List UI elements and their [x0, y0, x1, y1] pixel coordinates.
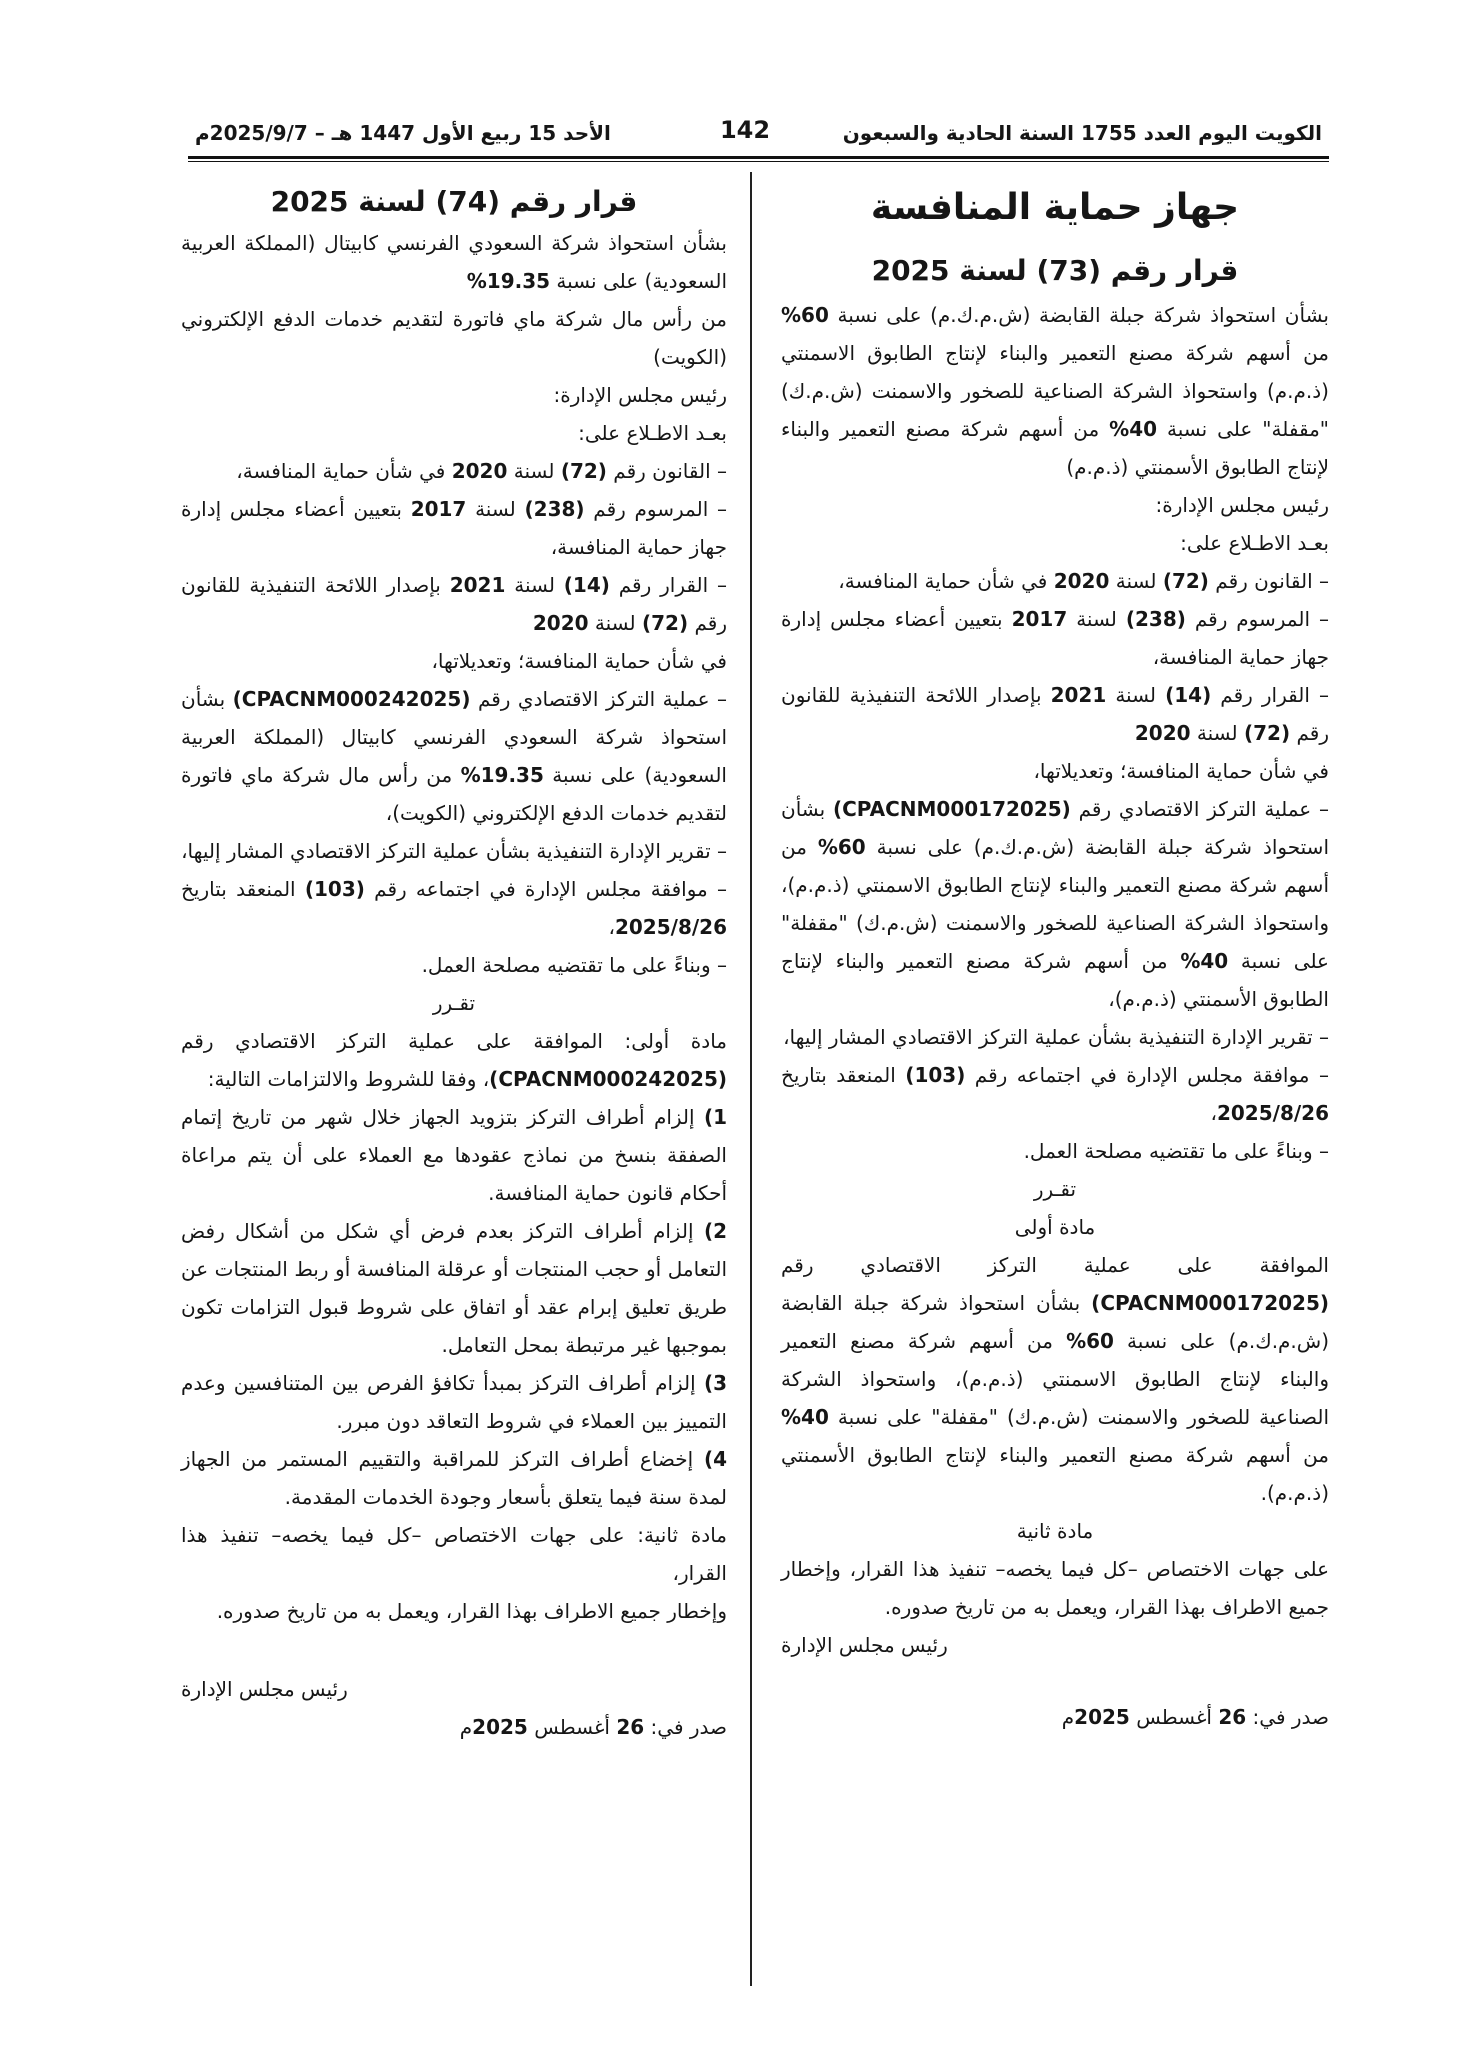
- condition-item: 3) إلزام أطراف التركز بمبدأ تكافؤ الفرص بين المتنافسين وعدم التمييز بين العملاء في شروط التعاقد دون مبرر.: [181, 1371, 727, 1433]
- reference-item: – تقرير الإدارة التنفيذية بشأن عملية التركز الاقتصادي المشار إليها،: [181, 839, 727, 863]
- reference-item: – القانون رقم (72) لسنة 2020 في شأن حماية المنافسة،: [236, 459, 727, 483]
- reference-item: – عملية التركز الاقتصادي رقم (CPACNM000172025) بشأن استحواذ شركة جبلة القابضة (ش.م.ك.م) على نسبة 60% من أسهم شركة مصنع التعمير والبناء لإنتاج الطابوق الاسمنتي (ذ.م.م)، واستحواذ الشركة الصناعية للصخور والاسمنت (ش.م.ك) "مقفلة" على نسبة 40% من أسهم شركة مصنع التعمير والبناء لإنتاج الطابوق الأسمنتي (ذ.م.م)،: [781, 797, 1329, 1011]
- column-divider: [750, 172, 752, 1986]
- reference-item: – القرار رقم (14) لسنة 2021 بإصدار اللائحة التنفيذية للقانون رقم (72) لسنة 2020: [181, 573, 727, 635]
- decision-74-column: [181, 180, 727, 1746]
- decides-heading: تقـرر: [1033, 1177, 1077, 1201]
- decision-74-subject-continued: من رأس مال شركة ماي فاتورة لتقديم خدمات الدفع الإلكتروني (الكويت): [181, 307, 727, 369]
- chairman-label: رئيس مجلس الإدارة:: [553, 383, 727, 407]
- article-2-text: على جهات الاختصاص –كل فيما يخصه– تنفيذ هذا القرار، وإخطار جميع الاطراف بهذا القرار، ويعمل به من تاريخ صدوره.: [781, 1557, 1329, 1619]
- article-2-heading: مادة ثانية: [1016, 1519, 1094, 1543]
- condition-item: 2) إلزام أطراف التركز بعدم فرض أي شكل من أشكال رفض التعامل أو حجب المنتجات أو عرقلة المنافسة أو ربط المنتجات عن طريق تعليق إبرام عقد أو اتفاق على شروط قبول التزامات تكون بموجبها غير مرتبطة بمحل التعامل.: [181, 1219, 727, 1357]
- reference-item: – وبناءً على ما تقتضيه مصلحة العمل.: [421, 953, 727, 977]
- reference-item: – عملية التركز الاقتصادي رقم (CPACNM000242025) بشأن استحواذ شركة السعودي الفرنسي كابيتال (المملكة العربية السعودية) على نسبة 19.35% من رأس مال شركة ماي فاتورة لتقديم خدمات الدفع الإلكتروني (الكويت)،: [181, 687, 728, 825]
- reference-item: في شأن حماية المنافسة؛ وتعديلاتها،: [431, 649, 727, 673]
- reference-item: – موافقة مجلس الإدارة في اجتماعه رقم (103) المنعقد بتاريخ 2025/8/26،: [781, 1063, 1329, 1125]
- header-rule: [188, 156, 1329, 162]
- agency-title: جهاز حماية المنافسة: [870, 187, 1240, 228]
- article-1-text: مادة أولى: الموافقة على عملية التركز الاقتصادي رقم (CPACNM000242025)، وفقا للشروط والالتزامات التالية:: [181, 1029, 727, 1091]
- decision-74-subject: بشأن استحواذ شركة السعودي الفرنسي كابيتال (المملكة العربية السعودية) على نسبة 19.35%: [181, 231, 727, 293]
- decides-heading: تقـرر: [432, 991, 476, 1015]
- article-2-text-continued: وإخطار جميع الاطراف بهذا القرار، ويعمل به من تاريخ صدوره.: [216, 1599, 727, 1623]
- condition-item: 1) إلزام أطراف التركز بتزويد الجهاز خلال شهر من تاريخ إتمام الصفقة بنسخ من نماذج عقودها مع العملاء على أن يتم مراعاة أحكام قانون حماية المنافسة.: [181, 1105, 727, 1205]
- decision-73-title: قرار رقم (73) لسنة 2025: [871, 254, 1239, 287]
- decision-74-title: قرار رقم (74) لسنة 2025: [270, 185, 638, 218]
- decision-73-column: [781, 180, 1329, 1736]
- chairman-label: رئيس مجلس الإدارة:: [1155, 493, 1329, 517]
- preamble-label: بعـد الاطـلاع على:: [578, 421, 727, 445]
- signature-title: رئيس مجلس الإدارة: [181, 1677, 348, 1701]
- preamble-label: بعـد الاطـلاع على:: [1180, 531, 1329, 555]
- reference-item: – موافقة مجلس الإدارة في اجتماعه رقم (103) المنعقد بتاريخ 2025/8/26،: [181, 877, 727, 939]
- reference-item: – المرسوم رقم (238) لسنة 2017 بتعيين أعضاء مجلس إدارة جهاز حماية المنافسة،: [781, 607, 1329, 669]
- article-1-text: الموافقة على عملية التركز الاقتصادي رقم (CPACNM000172025) بشأن استحواذ شركة جبلة القابضة (ش.م.ك.م) على نسبة 60% من أسهم شركة مصنع التعمير والبناء لإنتاج الطابوق الاسمنتي (ذ.م.م)، واستحواذ الشركة الصناعية للصخور والاسمنت (ش.م.ك) "مقفلة" على نسبة 40% من أسهم شركة مصنع التعمير والبناء لإنتاج الطابوق الأسمنتي (ذ.م.م).: [781, 1253, 1330, 1505]
- reference-item: – القانون رقم (72) لسنة 2020 في شأن حماية المنافسة،: [838, 569, 1329, 593]
- header-date: الأحد 15 ربيع الأول 1447 هـ – 2025/9/7م: [195, 121, 611, 145]
- condition-item: 4) إخضاع أطراف التركز للمراقبة والتقييم المستمر من الجهاز لمدة سنة فيما يتعلق بأسعار وجودة الخدمات المقدمة.: [181, 1447, 727, 1509]
- decision-73-subject: بشأن استحواذ شركة جبلة القابضة (ش.م.ك.م) على نسبة 60% من أسهم شركة مصنع التعمير والبناء لإنتاج الطابوق الاسمنتي (ذ.م.م) واستحواذ الشركة الصناعية للصخور والاسمنت (ش.م.ك) "مقفلة" على نسبة 40% من أسهم شركة مصنع التعمير والبناء لإنتاج الطابوق الأسمنتي (ذ.م.م): [781, 303, 1330, 479]
- reference-item: – المرسوم رقم (238) لسنة 2017 بتعيين أعضاء مجلس إدارة جهاز حماية المنافسة،: [181, 497, 727, 559]
- article-2-text: مادة ثانية: على جهات الاختصاص –كل فيما يخصه– تنفيذ هذا القرار،: [181, 1523, 727, 1585]
- issue-date: صدر في: 26 أغسطس 2025م: [1061, 1705, 1329, 1729]
- reference-item: – القرار رقم (14) لسنة 2021 بإصدار اللائحة التنفيذية للقانون رقم (72) لسنة 2020: [781, 683, 1329, 745]
- reference-item: – تقرير الإدارة التنفيذية بشأن عملية التركز الاقتصادي المشار إليها،: [783, 1025, 1329, 1049]
- signature-title: رئيس مجلس الإدارة: [781, 1633, 948, 1657]
- issue-date: صدر في: 26 أغسطس 2025م: [459, 1715, 727, 1739]
- header-issue-info: الكويت اليوم العدد 1755 السنة الحادية والسبعون: [842, 121, 1322, 145]
- reference-item: في شأن حماية المنافسة؛ وتعديلاتها،: [1033, 759, 1329, 783]
- article-1-heading: مادة أولى: [1014, 1215, 1096, 1239]
- page-number: 142: [719, 116, 771, 144]
- reference-item: – وبناءً على ما تقتضيه مصلحة العمل.: [1023, 1139, 1329, 1163]
